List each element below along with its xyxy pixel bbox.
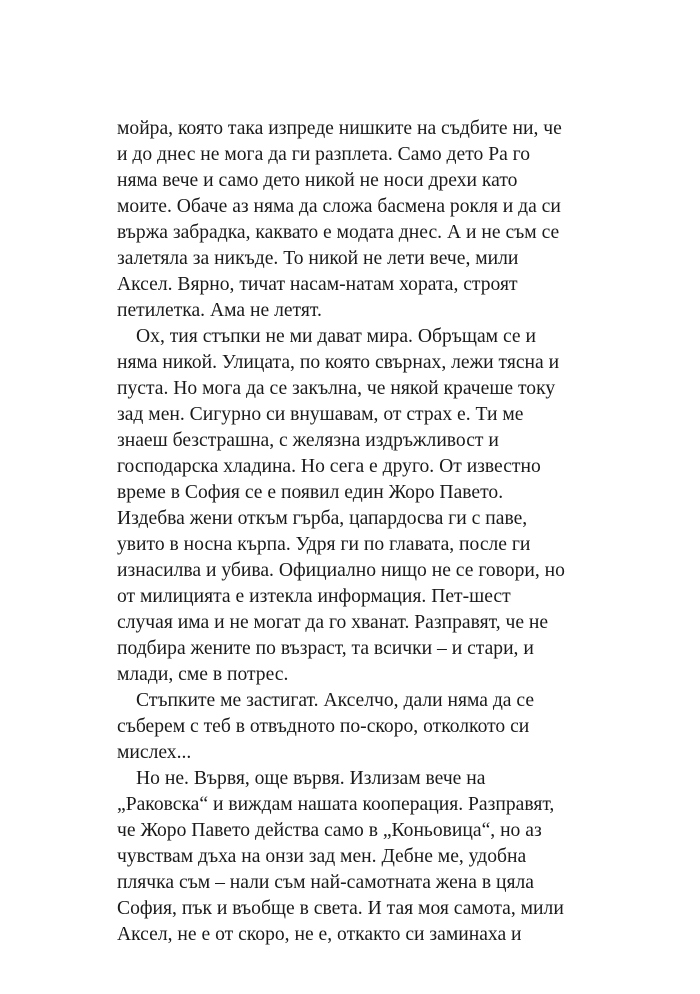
text-line: вържа забрадка, каквато е модата днес. А и не съм се <box>117 222 560 243</box>
text-line: Издебва жени откъм гърба, цапардосва ги с паве, <box>117 508 528 529</box>
text-line: случая има и не могат да го хванат. Разправят, че не <box>117 612 549 633</box>
text-line: моите. Обаче аз няма да сложа басмена рокля и да си <box>117 196 561 217</box>
text-line: изнасилва и убива. Официално нищо не се говори, но <box>117 560 565 581</box>
text-line: и до днес не мога да ги разплета. Само дето Ра го <box>117 144 531 165</box>
text-line: няма никой. Улицата, по която свърнах, лежи тясна и <box>117 352 560 373</box>
text-line: Аксел. Вярно, тичат насам-натам хората, строят <box>117 274 518 295</box>
text-line: знаеш безстрашна, с желязна издръжливост и <box>117 430 499 451</box>
text-line: залетяла за никъде. То никой не лети вече, мили <box>117 248 519 269</box>
text-line: София, пък и въобще в света. И тая моя самота, мили <box>117 898 564 919</box>
text-line: че Жоро Павето действа само в „Коньовица“, но аз <box>117 820 542 841</box>
text-line: увито в носна кърпа. Удря ги по главата, после ги <box>117 534 531 555</box>
text-line: няма вече и само дето никой не носи дрехи като <box>117 170 518 191</box>
text-line: зад мен. Сигурно си внушавам, от страх е. Ти ме <box>117 404 524 425</box>
text-line: Стъпките ме застигат. Акселчо, дали няма да се <box>136 690 535 711</box>
text-line: мойра, която така изпреде нишките на съдбите ни, че <box>117 118 562 139</box>
text-line: съберем с теб в отвъдното по-скоро, отколкото си <box>117 716 530 737</box>
body-text <box>117 116 587 948</box>
text-line: от милицията е изтекла информация. Пет-шест <box>117 586 511 607</box>
text-line: петилетка. Ама не летят. <box>117 300 322 321</box>
text-line: „Раковска“ и виждам нашата кооперация. Разправят, <box>117 794 555 815</box>
text-line: плячка съм – нали съм най-самотната жена в цяла <box>117 872 534 893</box>
text-line: подбира жените по възраст, та всички – и стари, и <box>117 638 534 659</box>
text-line: пуста. Но мога да се закълна, че някой крачеше току <box>117 378 556 399</box>
text-line: Аксел, не е от скоро, не е, откакто си заминаха и <box>117 924 522 945</box>
text-line: господарска хладина. Но сега е друго. От известно <box>117 456 541 477</box>
text-line: Но не. Вървя, още вървя. Излизам вече на <box>136 768 486 789</box>
text-line: чувствам дъха на онзи зад мен. Дебне ме, удобна <box>117 846 527 867</box>
text-line: млади, сме в потрес. <box>117 664 289 685</box>
text-line: време в София се е появил един Жоро Павето. <box>117 482 504 503</box>
text-line: мислех... <box>117 742 192 763</box>
text-line: Ох, тия стъпки не ми дават мира. Обръщам се и <box>136 326 536 347</box>
